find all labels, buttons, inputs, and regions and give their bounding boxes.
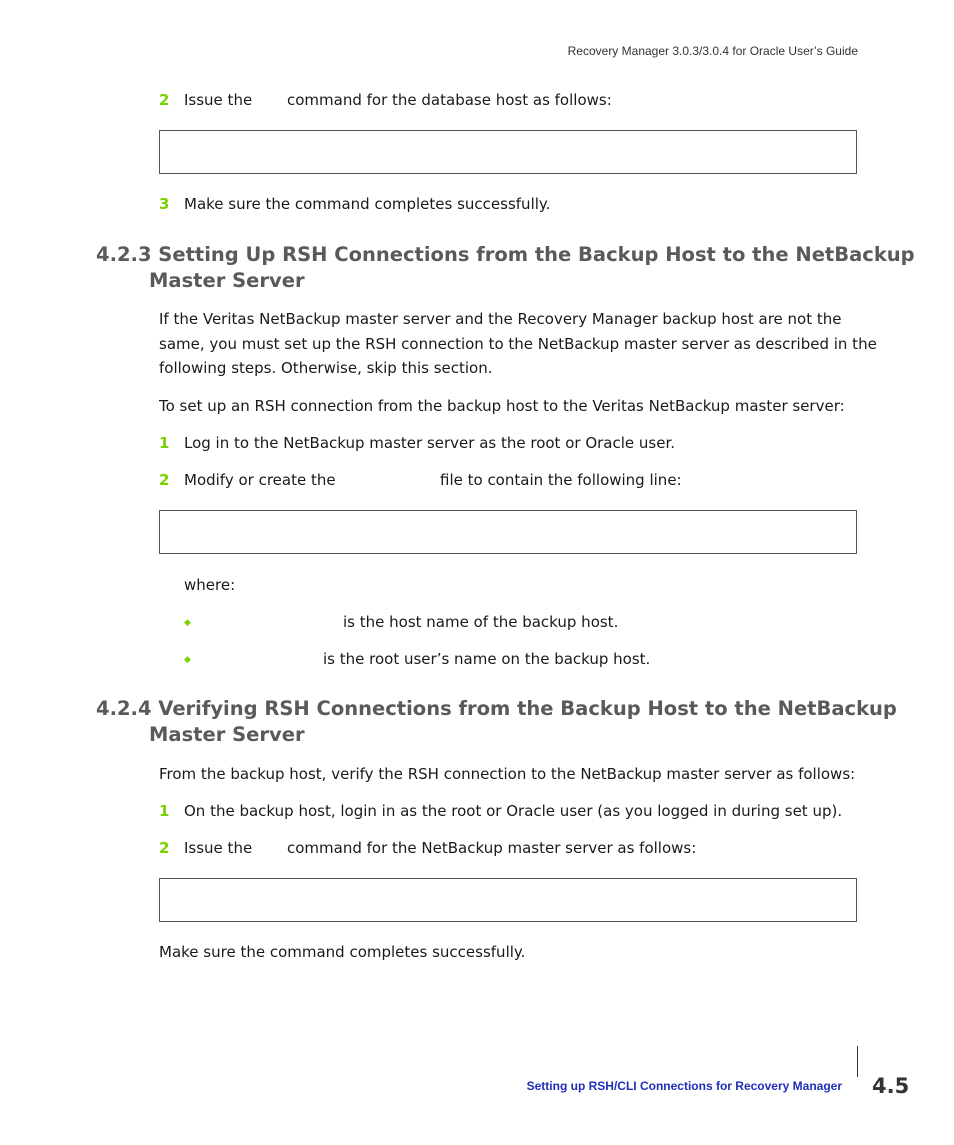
step-1 [159,433,169,453]
bullet-text: is the root user’s name on the backup host. [323,650,651,668]
code-box-3 [159,878,857,922]
paragraph: Make sure the command completes successfully. [159,943,526,961]
step-text-before: Modify or create the [184,471,336,489]
running-header: Recovery Manager 3.0.3/3.0.4 for Oracle User’s Guide [567,44,858,58]
step-number: 2 [159,91,170,109]
step-text: On the backup host, login in as the root or Oracle user (as you logged in during set up). [184,802,843,820]
footer-section-title: Setting up RSH/CLI Connections for Recovery Manager [526,1079,842,1093]
step-text-before: Issue the [184,91,253,109]
footer-divider [857,1046,858,1077]
step-1 [159,801,169,821]
step-text: Log in to the NetBackup master server as the root or Oracle user. [184,434,676,452]
paragraph: From the backup host, verify the RSH connection to the NetBackup master server as follows: [159,765,856,783]
paragraph-line: following steps. Otherwise, skip this section. [159,359,493,377]
code-box-2 [159,510,857,554]
step-text-after: command for the NetBackup master server as follows: [287,839,697,857]
bullet-text: is the host name of the backup host. [343,613,619,631]
page-number: 4.5 [872,1074,910,1098]
section-heading-424-cont: Master Server [149,723,305,746]
step-2-top [159,90,169,110]
step-3-top [159,194,169,214]
step-text-after: command for the database host as follows: [287,91,612,109]
step-number: 1 [159,802,170,820]
step-2 [159,838,169,858]
step-number: 1 [159,434,170,452]
section-heading-424: 4.2.4 Verifying RSH Connections from the Backup Host to the NetBackup [96,697,897,720]
paragraph-line: same, you must set up the RSH connection to the NetBackup master server as described in the [159,335,877,353]
paragraph: To set up an RSH connection from the backup host to the Veritas NetBackup master server: [159,397,845,415]
code-box-1 [159,130,857,174]
step-text-before: Issue the [184,839,253,857]
bullet-diamond-icon: ◆ [184,655,191,665]
where-label: where: [184,576,236,594]
step-2 [159,470,169,490]
step-number: 3 [159,195,170,213]
step-text-after: file to contain the following line: [440,471,682,489]
paragraph-line: If the Veritas NetBackup master server and the Recovery Manager backup host are not the [159,310,842,328]
step-text: Make sure the command completes successfully. [184,195,551,213]
section-heading-423-cont: Master Server [149,269,305,292]
step-number: 2 [159,839,170,857]
step-number: 2 [159,471,170,489]
section-heading-423: 4.2.3 Setting Up RSH Connections from the Backup Host to the NetBackup [96,243,915,266]
bullet-diamond-icon: ◆ [184,618,191,628]
